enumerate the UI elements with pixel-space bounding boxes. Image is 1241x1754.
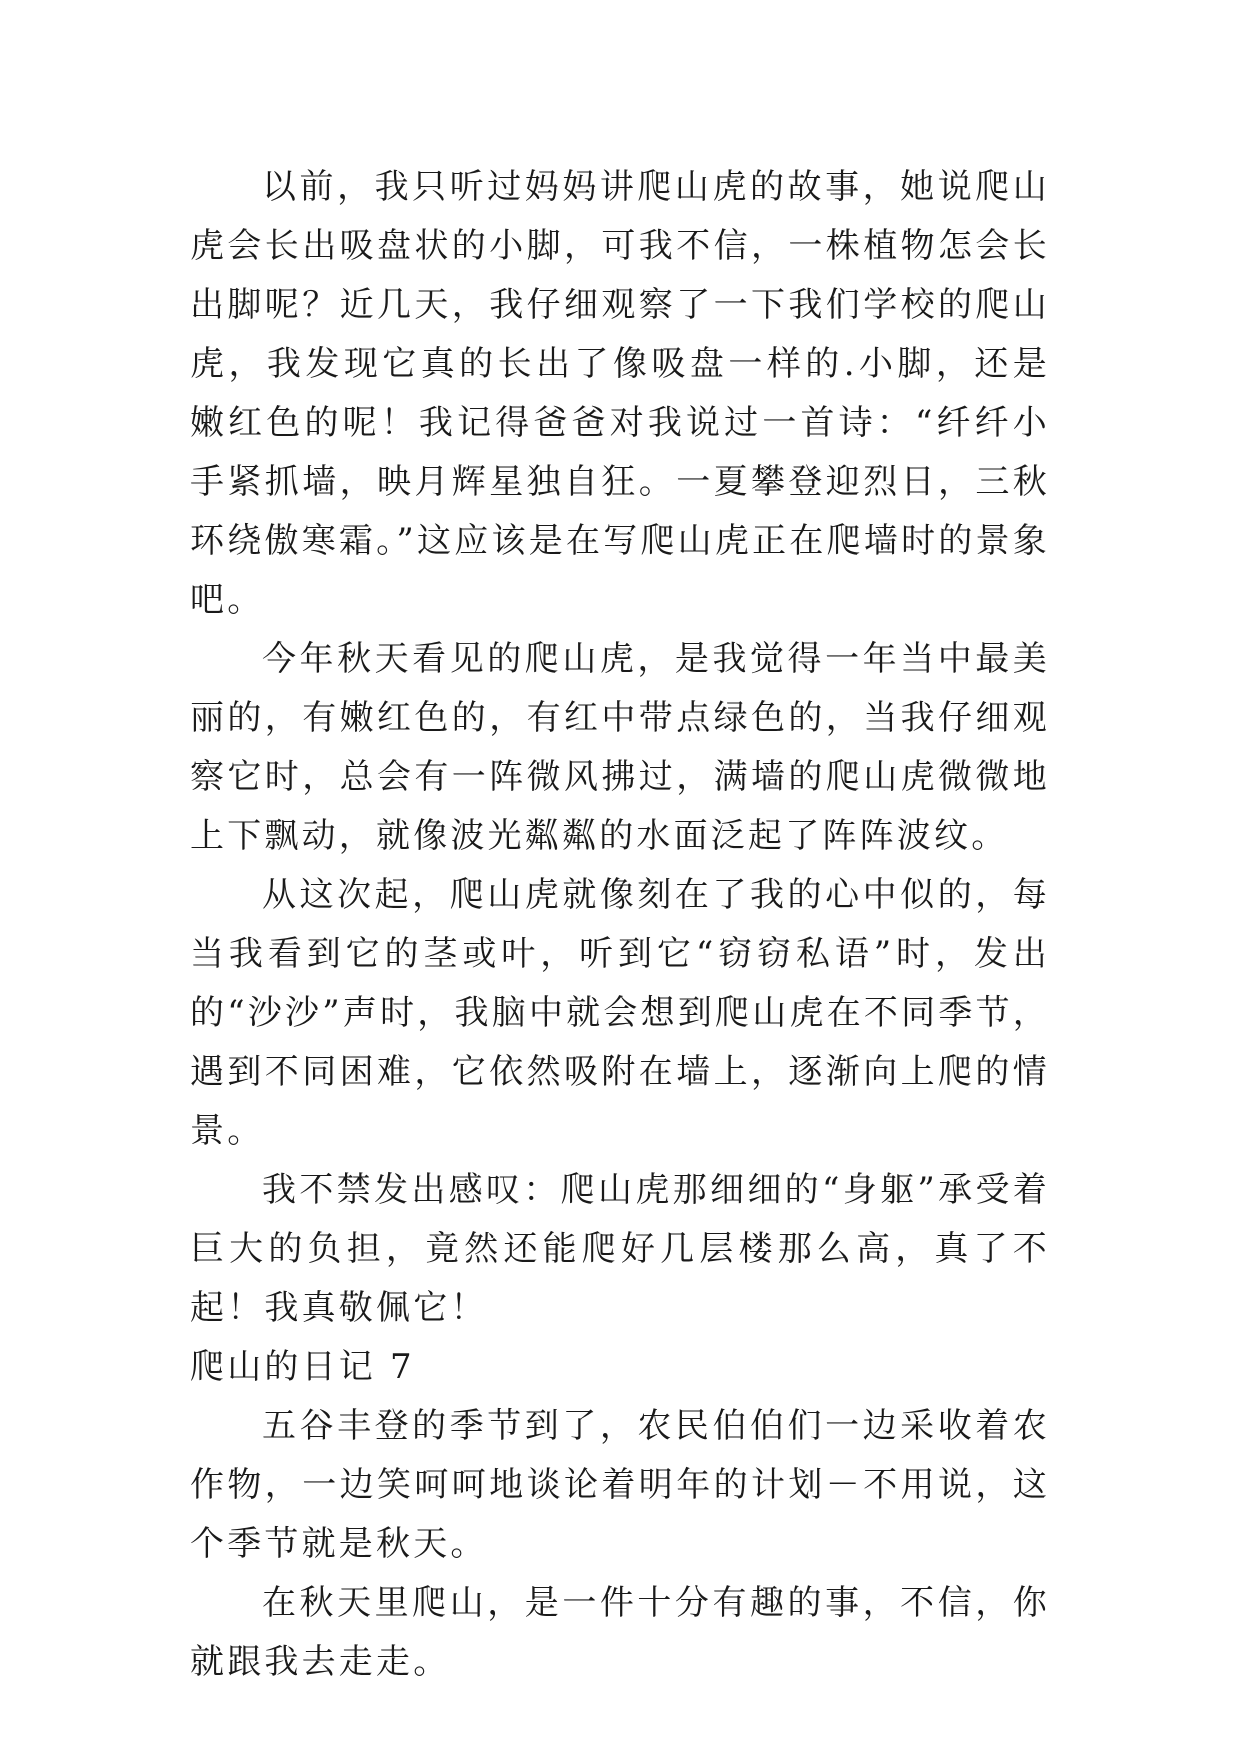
paragraph-autumn-ivy: 今年秋天看见的爬山虎，是我觉得一年当中最美丽的，有嫩红色的，有红中带点绿色的，当我仔细观察它时，总会有一阵微风拂过，满墙的爬山虎微微地上下飘动，就像波光粼粼的水面泛起了阵阵波纹。	[190, 639, 1050, 856]
paragraph-admiration: 我不禁发出感叹：爬山虎那细细的“身躯”承受着巨大的负担，竟然还能爬好几层楼那么高，真了不起！我真敬佩它！	[190, 1170, 1050, 1328]
paragraph-ivy-memory: 从这次起，爬山虎就像刻在了我的心中似的，每当我看到它的茎或叶，听到它“窃窃私语”时，发出的“沙沙”声时，我脑中就会想到爬山虎在不同季节，遇到不同困难，它依然吸附在墙上，逐渐向上爬的情景。	[190, 875, 1050, 1151]
document-body	[190, 158, 1050, 1692]
paragraph-harvest-season: 五谷丰登的季节到了，农民伯伯们一边采收着农作物，一边笑呵呵地谈论着明年的计划－不用说，这个季节就是秋天。	[190, 1406, 1050, 1564]
paragraph-climbing-invite: 在秋天里爬山，是一件十分有趣的事，不信，你就跟我去走走。	[190, 1583, 1050, 1682]
section-heading: 爬山的日记 7	[190, 1347, 415, 1387]
paragraph-ivy-story: 以前，我只听过妈妈讲爬山虎的故事，她说爬山虎会长出吸盘状的小脚，可我不信，一株植物怎会长出脚呢？近几天，我仔细观察了一下我们学校的爬山虎，我发现它真的长出了像吸盘一样的.小脚，还是嫩红色的呢！我记得爸爸对我说过一首诗：“纤纤小手紧抓墙，映月辉星独自狂。一夏攀登迎烈日，三秋环绕傲寒霜。”这应该是在写爬山虎正在爬墙时的景象吧。	[190, 167, 1050, 620]
